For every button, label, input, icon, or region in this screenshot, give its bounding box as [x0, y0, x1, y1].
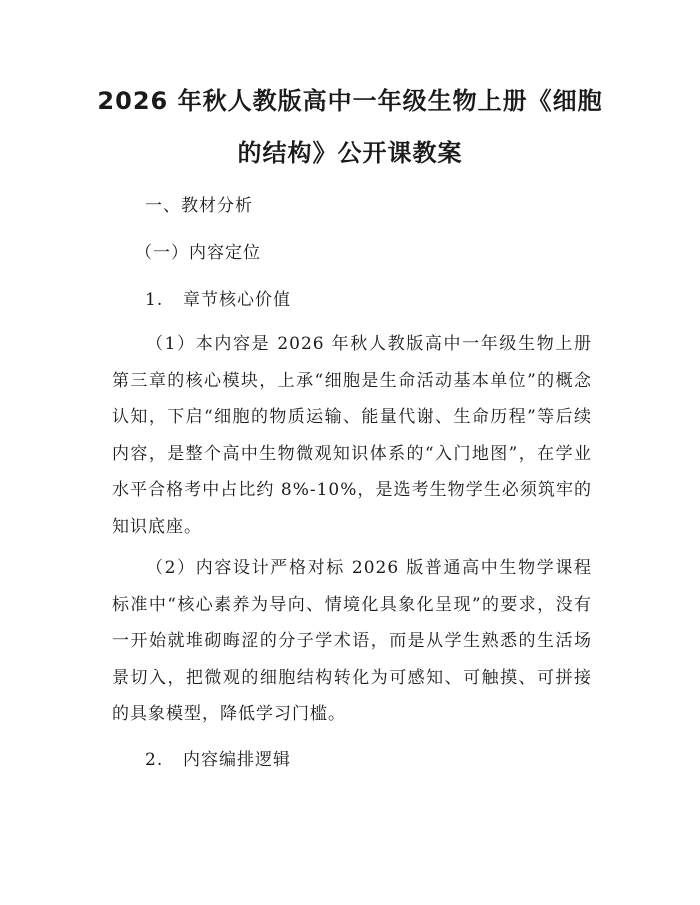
- numbered-heading-2: [145, 749, 291, 771]
- numbered-heading-2-number: 2.: [145, 750, 164, 770]
- numbered-heading-2-text: 内容编排逻辑: [183, 750, 291, 770]
- paragraph-2: （2）内容设计严格对标 2026 版普通高中生物学课程标准中“核心素养为导向、情境化具象化呈现”的要求，没有一开始就堆砌晦涩的分子学术语，而是从学生熟悉的生活场景切入，把微观的细胞结构转化为可感知、可触摸、可拼接的具象模型，降低学习门槛。: [112, 558, 592, 724]
- document-title-line2: 的结构》公开课教案: [237, 139, 463, 167]
- numbered-heading-1-number: 1.: [145, 290, 164, 310]
- numbered-heading-1-text: 章节核心价值: [183, 290, 291, 310]
- section-heading: 一、教材分析: [145, 196, 253, 216]
- subsection-heading: （一）内容定位: [135, 243, 261, 263]
- paragraph-1: （1）本内容是 2026 年秋人教版高中一年级生物上册第三章的核心模块，上承“细胞是生命活动基本单位”的概念认知，下启“细胞的物质运输、能量代谢、生命历程”等后续内容，是整个高中生物微观知识体系的“入门地图”，在学业水平合格考中占比约 8%-10%，是选考生物学生必须筑牢的知识底座。: [112, 334, 592, 537]
- document-title-line1: 2026 年秋人教版高中一年级生物上册《细胞: [97, 87, 603, 115]
- numbered-heading-1: [145, 289, 291, 311]
